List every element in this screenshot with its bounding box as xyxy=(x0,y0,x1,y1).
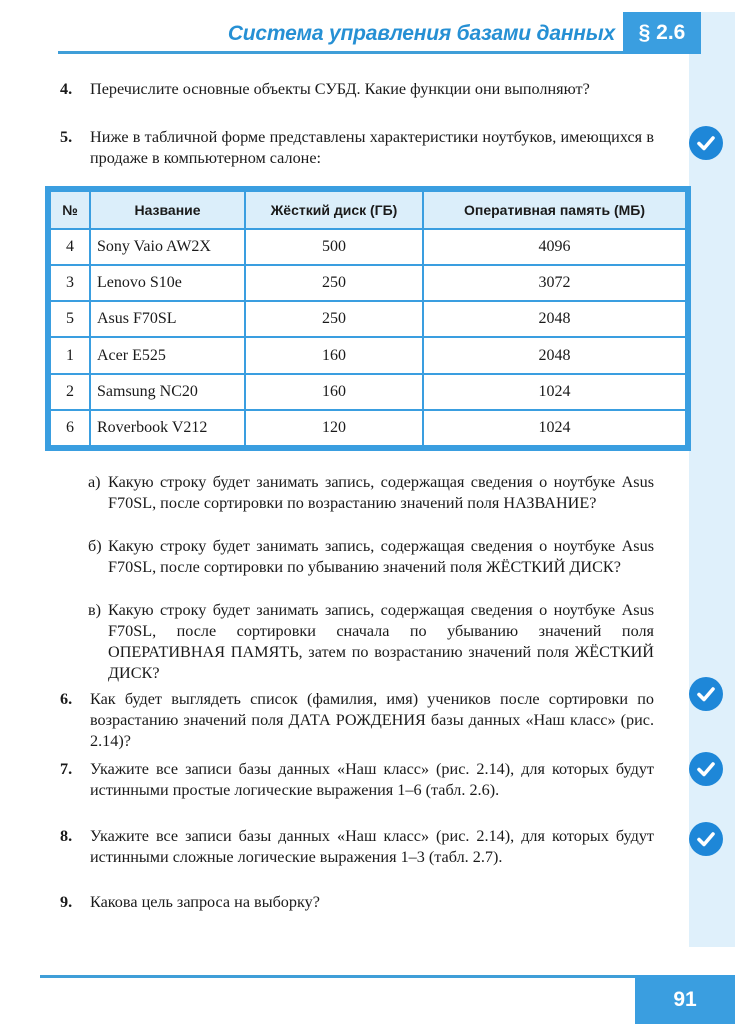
question-5a xyxy=(88,472,654,514)
question-number: 8. xyxy=(60,827,73,845)
question-number: 4. xyxy=(60,80,73,98)
check-icon xyxy=(689,126,723,160)
cell-hdd: 120 xyxy=(245,410,423,446)
question-number: 6. xyxy=(60,690,73,708)
question-5b xyxy=(88,536,654,578)
cell-name: Sony Vaio AW2X xyxy=(90,229,245,265)
col-header-ram: Оперативная память (МБ) xyxy=(423,191,686,229)
question-text: Какова цель запроса на выборку? xyxy=(90,893,320,911)
question-text: Ниже в табличной форме представлены характеристики ноутбуков, имеющихся в продаже в компьютерном салоне: xyxy=(90,128,654,167)
question-5 xyxy=(60,127,654,169)
question-8 xyxy=(60,826,654,868)
question-text: Укажите все записи базы данных «Наш класс» (рис. 2.14), для которых будут истинными простые логические выражения 1–6 (табл. 2.6). xyxy=(90,760,654,799)
question-5c xyxy=(88,600,654,684)
subquestion-letter: в) xyxy=(88,601,102,619)
cell-ram: 2048 xyxy=(423,337,686,373)
cell-number: 4 xyxy=(50,229,90,265)
table-header-row xyxy=(50,191,686,229)
question-text: Как будет выглядеть список (фамилия, имя) учеников после сортировки по возрастанию значений поля ДАТА РОЖДЕНИЯ базы данных «Наш класс» (рис. 2.14)? xyxy=(90,690,654,750)
cell-ram: 2048 xyxy=(423,301,686,337)
cell-ram: 1024 xyxy=(423,374,686,410)
question-text: Укажите все записи базы данных «Наш класс» (рис. 2.14), для которых будут истинными сложные логические выражения 1–3 (табл. 2.7). xyxy=(90,827,654,866)
table-row xyxy=(50,265,686,301)
question-number: 5. xyxy=(60,128,73,146)
subquestion-text: Какую строку будет занимать запись, содержащая сведения о ноутбуке Asus F70SL, после сортировки сначала по убыванию значений поля ОПЕРАТИВНАЯ ПАМЯТЬ, затем по возрастанию значений поля ЖЁСТКИЙ ДИСК? xyxy=(108,601,654,682)
laptops-table xyxy=(49,190,687,447)
page-title: Система управления базами данных xyxy=(227,22,615,45)
check-icon xyxy=(689,752,723,786)
table-row xyxy=(50,229,686,265)
cell-number: 1 xyxy=(50,337,90,373)
col-header-number: № xyxy=(50,191,90,229)
question-4 xyxy=(60,79,654,100)
question-6 xyxy=(60,689,654,752)
cell-hdd: 250 xyxy=(245,301,423,337)
table-row xyxy=(50,301,686,337)
cell-ram: 4096 xyxy=(423,229,686,265)
cell-name: Lenovo S10e xyxy=(90,265,245,301)
cell-name: Samsung NC20 xyxy=(90,374,245,410)
cell-ram: 1024 xyxy=(423,410,686,446)
question-7 xyxy=(60,759,654,801)
table-row xyxy=(50,374,686,410)
header-rule xyxy=(58,51,623,54)
question-number: 9. xyxy=(60,893,73,911)
question-text: Перечислите основные объекты СУБД. Какие функции они выполняют? xyxy=(90,80,590,98)
subquestion-letter: б) xyxy=(88,537,102,555)
cell-name: Asus F70SL xyxy=(90,301,245,337)
page-number: 91 xyxy=(635,975,735,1024)
cell-hdd: 500 xyxy=(245,229,423,265)
question-9 xyxy=(60,892,654,913)
cell-hdd: 160 xyxy=(245,337,423,373)
cell-number: 3 xyxy=(50,265,90,301)
subquestion-text: Какую строку будет занимать запись, содержащая сведения о ноутбуке Asus F70SL, после сортировки по возрастанию значений поля НАЗВАНИЕ? xyxy=(108,473,654,512)
question-number: 7. xyxy=(60,760,73,778)
laptops-table-frame xyxy=(45,186,691,451)
section-badge: § 2.6 xyxy=(623,12,701,54)
table-row xyxy=(50,337,686,373)
check-icon xyxy=(689,822,723,856)
cell-hdd: 160 xyxy=(245,374,423,410)
table-row xyxy=(50,410,686,446)
cell-number: 6 xyxy=(50,410,90,446)
cell-number: 5 xyxy=(50,301,90,337)
col-header-hdd: Жёсткий диск (ГБ) xyxy=(245,191,423,229)
subquestion-text: Какую строку будет занимать запись, содержащая сведения о ноутбуке Asus F70SL, после сортировки по убыванию значений поля ЖЁСТКИЙ ДИСК? xyxy=(108,537,654,576)
cell-name: Acer E525 xyxy=(90,337,245,373)
footer-rule xyxy=(40,975,635,978)
cell-name: Roverbook V212 xyxy=(90,410,245,446)
cell-number: 2 xyxy=(50,374,90,410)
cell-ram: 3072 xyxy=(423,265,686,301)
col-header-name: Название xyxy=(90,191,245,229)
cell-hdd: 250 xyxy=(245,265,423,301)
check-icon xyxy=(689,677,723,711)
subquestion-letter: а) xyxy=(88,473,101,491)
